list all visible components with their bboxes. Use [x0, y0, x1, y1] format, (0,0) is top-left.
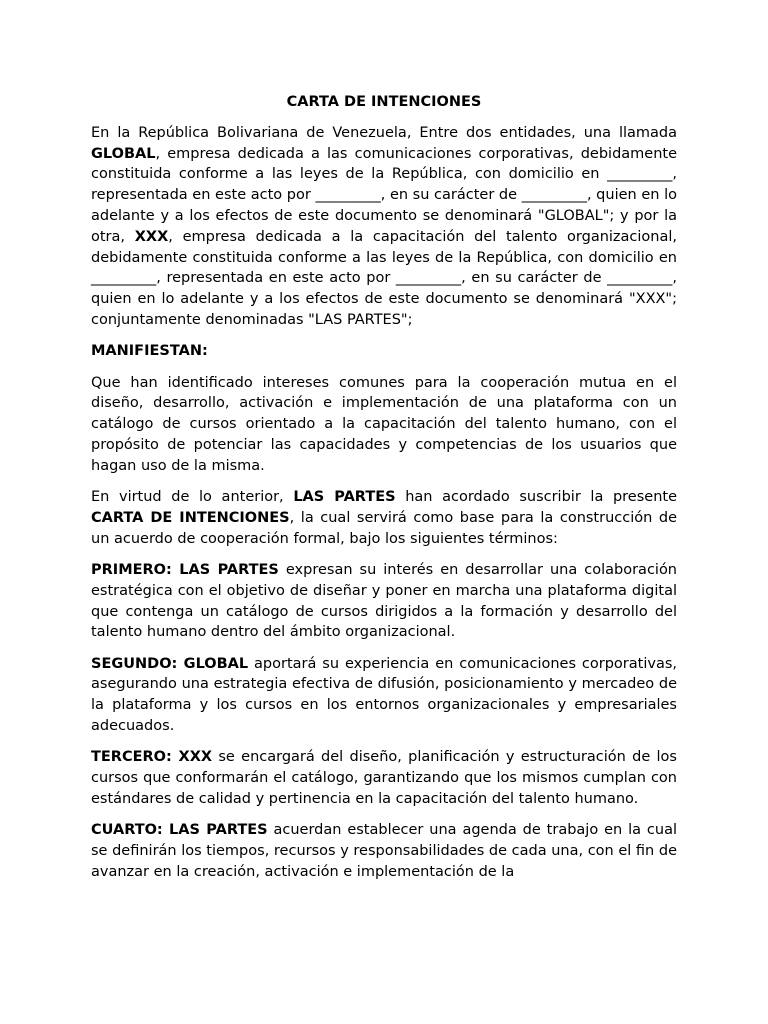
intro-bold-global: GLOBAL	[91, 145, 156, 162]
virtud-text-1: En virtud de lo anterior,	[91, 489, 294, 506]
virtud-paragraph	[91, 487, 677, 549]
clause-primero-label: PRIMERO: LAS PARTES	[91, 561, 279, 578]
clause-segundo-label: SEGUNDO: GLOBAL	[91, 655, 249, 672]
clause-tercero-text: se encargará del diseño, planificación y estructuración de los cursos que conformarán el catálogo, garantizando que los mismos cumplan con estándares de calidad y pertinencia en la capacitación del talento humano.	[91, 749, 677, 807]
clause-primero-text: expresan su interés en desarrollar una colaboración estratégica con el objetivo de diseñar y poner en marcha una plataforma digital que contenga un catálogo de cursos dirigidos a la formación y desarrollo del talento humano dentro del ámbito organizacional.	[91, 561, 678, 641]
intro-text-1: En la República Bolivariana de Venezuela, Entre dos entidades, una llamada	[91, 124, 677, 141]
clause-primero	[91, 560, 677, 643]
intro-bold-xxx: XXX	[134, 228, 169, 245]
manifiestan-paragraph: Que han identificado intereses comunes para la cooperación mutua en el diseño, desarrollo, activación e implementación de una plataforma con un catálogo de cursos orientado a la capacitación del talento humano, con el propósito de potenciar las capacidades y competencias de los usuarios que hagan uso de la misma.	[91, 374, 677, 474]
intro-paragraph	[91, 123, 677, 331]
intro-text-2: , empresa dedicada a las comunicaciones corporativas, debidamente constituida conforme a las leyes de la República, con domicilio en _________, representada en este acto por _________, en su carácter de _________, quien en lo adelante y a los efectos de este documento se denominará "GLOBAL"; y por la otra,	[91, 145, 677, 245]
virtud-text-2: han acordado suscribir la presente	[395, 489, 677, 506]
clause-segundo-text: aportará su experiencia en comunicaciones corporativas, asegurando una estrategia efectiva de difusión, posicionamiento y mercadeo de la plataforma y los cursos en los entornos organizacionales y empresariales adecuados.	[91, 655, 677, 735]
clause-tercero	[91, 747, 677, 809]
clause-tercero-label: TERCERO: XXX	[91, 749, 213, 766]
virtud-bold-carta: CARTA DE INTENCIONES	[91, 509, 290, 526]
intro-text-3: , empresa dedicada a la capacitación del talento organizacional, debidamente constituida conforme a las leyes de la República, con domicilio en _________, representada en este acto por _________, en su carácter de _________, quien en lo adelante y a los efectos de este documento se denominará "XXX"; conjuntamente denominadas "LAS PARTES";	[91, 228, 678, 328]
clause-cuarto	[91, 820, 677, 882]
clause-segundo	[91, 654, 677, 737]
virtud-bold-partes: LAS PARTES	[293, 489, 396, 506]
virtud-text-3: , la cual servirá como base para la construcción de un acuerdo de cooperación formal, bajo los siguientes términos:	[91, 509, 677, 547]
document-page	[91, 92, 677, 893]
manifiestan-heading: MANIFIESTAN:	[91, 343, 208, 360]
clause-cuarto-label: CUARTO: LAS PARTES	[91, 822, 268, 839]
clause-cuarto-text: acuerdan establecer una agenda de trabajo en la cual se definirán los tiempos, recursos y responsabilidades de cada una, con el fin de avanzar en la creación, activación e implementación de la	[91, 822, 677, 880]
document-title: CARTA DE INTENCIONES	[286, 94, 482, 110]
